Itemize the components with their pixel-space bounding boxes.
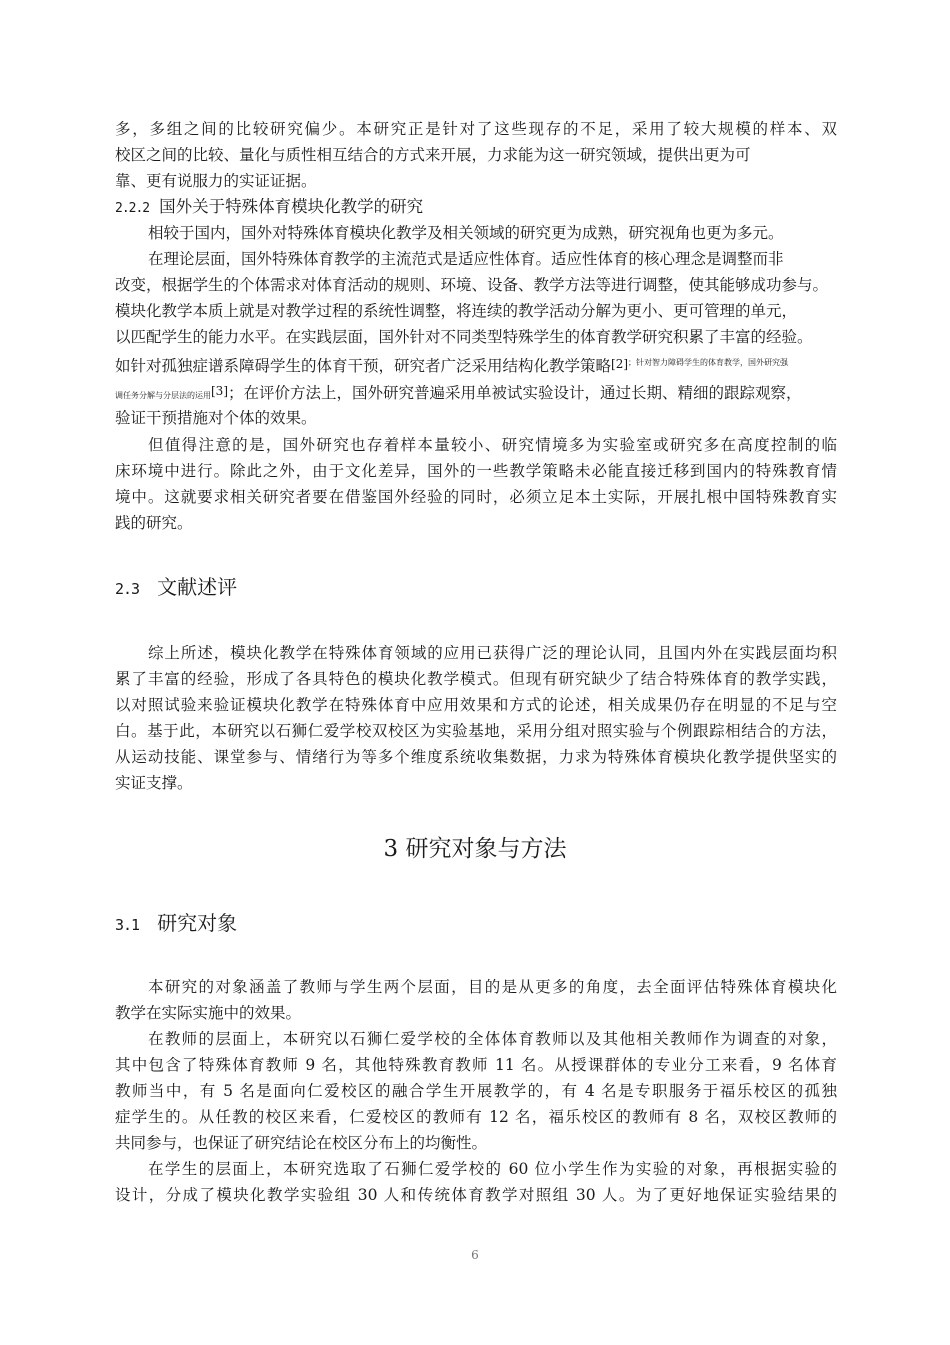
section-title: 国外关于特殊体育模块化教学的研究 <box>159 197 424 216</box>
paragraph-line: 践的研究。 <box>115 514 193 532</box>
footnote-text: ；针对智力障碍学生的体育教学，国外研究强 <box>628 358 789 367</box>
paragraph-line: 改变，根据学生的个体需求对体育活动的规则、环境、设备、教学方法等进行调整，使其能够成功参与。 <box>115 276 829 294</box>
line-text: ；在评价方法上，国外研究普遍采用单被试实验设计，通过长期、精细的跟踪观察， <box>228 384 802 402</box>
section-number: 2.3 <box>115 580 140 598</box>
paragraph-line: 白。基于此，本研究以石狮仁爱学校双校区为实验基地，采用分组对照实验与个例跟踪相结合的方法， <box>115 722 837 740</box>
section-number: 2.2.2 <box>115 201 150 216</box>
chapter-title: 3 研究对象与方法 <box>383 836 567 862</box>
line-text: 如针对孤独症谱系障碍学生的体育干预，研究者广泛采用结构化教学策略 <box>115 357 612 375</box>
paragraph-line: 靠、更有说服力的实证证据。 <box>115 172 317 190</box>
section-title: 研究对象 <box>157 911 238 935</box>
paragraph-line: 以对照试验来验证模块化教学在特殊体育中应用效果和方式的论述，相关成果仍存在明显的不足与空 <box>115 696 837 714</box>
paragraph-line: 设计，分成了模块化教学实验组 30 人和传统体育教学对照组 30 人。为了更好地保证实验结果的 <box>115 1186 837 1204</box>
paragraph-line: 教学在实际实施中的效果。 <box>115 1004 302 1022</box>
paragraph-line-with-citation <box>115 380 837 407</box>
section-heading-3-1 <box>115 910 237 938</box>
section-heading-2-2-2 <box>115 196 423 220</box>
paragraph-line: 相较于国内，国外对特殊体育模块化教学及相关领域的研究更为成熟，研究视角也更为多元。 <box>148 224 784 242</box>
citation-ref: [2] <box>611 357 629 371</box>
paragraph-line: 但值得注意的是，国外研究也存着样本量较小、研究情境多为实验室或研究多在高度控制的临 <box>148 436 837 454</box>
paragraph-line: 以匹配学生的能力水平。在实践层面，国外针对不同类型特殊学生的体育教学研究积累了丰富的经验。 <box>115 328 813 346</box>
paragraph-line: 从运动技能、课堂参与、情绪行为等多个维度系统收集数据，力求为特殊体育模块化教学提供坚实的 <box>115 748 837 766</box>
paragraph-line: 验证干预措施对个体的效果。 <box>115 409 317 427</box>
paragraph-line: 模块化教学本质上就是对教学过程的系统性调整，将连续的教学活动分解为更小、更可管理的单元， <box>115 302 798 320</box>
paragraph-line: 症学生的。从任教的校区来看，仁爱校区的教师有 12 名，福乐校区的教师有 8 名，双校区教师的 <box>115 1108 837 1126</box>
paragraph-line: 共同参与，也保证了研究结论在校区分布上的均衡性。 <box>115 1134 488 1152</box>
paragraph-line: 在学生的层面上，本研究选取了石狮仁爱学校的 60 位小学生作为实验的对象，再根据实验的 <box>148 1160 837 1178</box>
paragraph-line: 综上所述，模块化教学在特殊体育领域的应用已获得广泛的理论认同，且国内外在实践层面均积 <box>148 644 837 662</box>
paragraph-line: 在理论层面，国外特殊体育教学的主流范式是适应性体育。适应性体育的核心理念是调整而非 <box>148 250 784 268</box>
paragraph-line: 累了丰富的经验，形成了各具特色的模块化教学模式。但现有研究缺少了结合特殊体育的教学实践， <box>115 670 837 688</box>
section-heading-2-3 <box>115 574 237 602</box>
footnote-text: 调任务分解与分层法的运用 <box>115 391 211 400</box>
paragraph-line: 在教师的层面上，本研究以石狮仁爱学校的全体体育教师以及其他相关教师作为调查的对象， <box>148 1030 837 1048</box>
citation-ref: [3] <box>211 384 228 398</box>
page-number: 6 <box>471 1248 479 1262</box>
paragraph-line: 校区之间的比较、量化与质性相互结合的方式来开展，力求能为这一研究领域，提供出更为可 <box>115 146 751 164</box>
paragraph-line: 教师当中，有 5 名是面向仁爱校区的融合学生开展教学的，有 4 名是专职服务于福乐校区的孤独 <box>115 1082 837 1100</box>
paragraph-line: 床环境中进行。除此之外，由于文化差异，国外的一些教学策略未必能直接迁移到国内的特殊教育情 <box>115 462 837 480</box>
paragraph-line: 本研究的对象涵盖了教师与学生两个层面，目的是从更多的角度，去全面评估特殊体育模块化 <box>148 978 837 996</box>
paragraph-line: 多，多组之间的比较研究偏少。本研究正是针对了这些现存的不足，采用了较大规模的样本、双 <box>115 120 837 138</box>
paragraph-line: 境中。这就要求相关研究者要在借鉴国外经验的同时，必须立足本土实际，开展扎根中国特殊教育实 <box>115 488 837 506</box>
paragraph-line: 实证支撑。 <box>115 774 193 792</box>
paragraph-line: 其中包含了特殊体育教师 9 名，其他特殊教育教师 11 名。从授课群体的专业分工来看，9 名体育 <box>115 1056 837 1074</box>
section-number: 3.1 <box>115 916 140 934</box>
paragraph-line-with-citation <box>115 352 837 377</box>
section-title: 文献述评 <box>157 575 238 599</box>
